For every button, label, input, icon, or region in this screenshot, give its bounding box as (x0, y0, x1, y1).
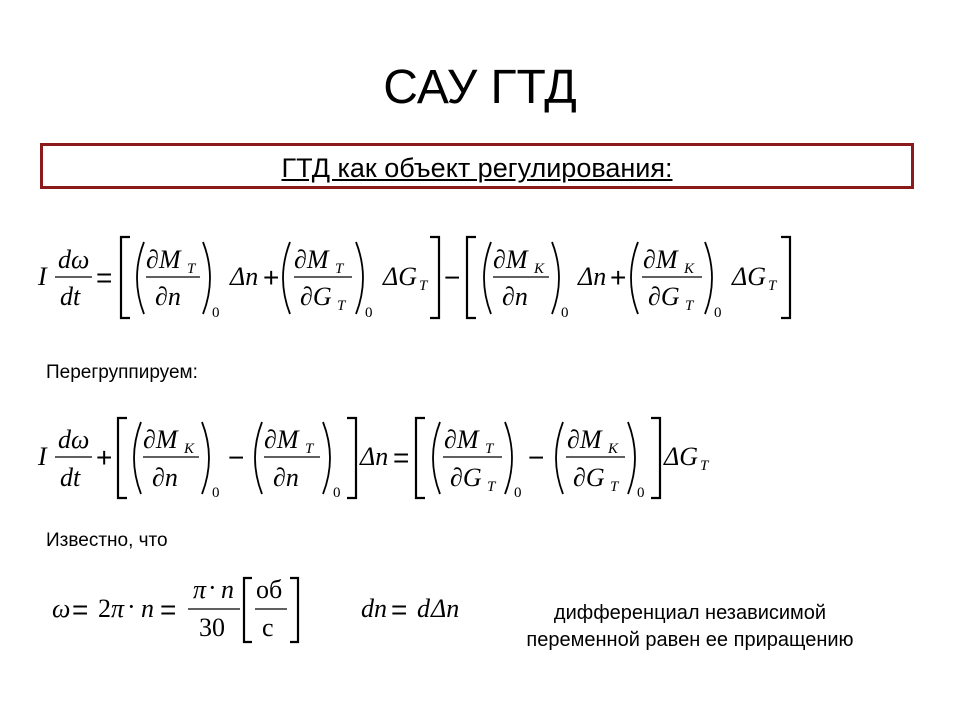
svg-text:∂G: ∂G (450, 463, 482, 492)
equation-2 (37, 418, 710, 501)
svg-text:T: T (700, 458, 709, 474)
svg-text:∂G: ∂G (573, 463, 605, 492)
svg-text:π: π (193, 575, 207, 604)
note-line-1: дифференциал независимой (553, 602, 827, 624)
svg-text:−: − (528, 442, 545, 473)
svg-text:dω: dω (58, 245, 90, 274)
svg-text:K: K (184, 441, 195, 457)
equation-1 (37, 237, 790, 321)
svg-text:=: = (160, 594, 177, 625)
svg-text:T: T (187, 261, 196, 277)
svg-text:0: 0 (333, 485, 341, 501)
svg-text:dn: dn (361, 594, 387, 623)
svg-text:K: K (608, 441, 619, 457)
svg-text:n: n (221, 575, 234, 604)
svg-text:T: T (768, 278, 777, 294)
svg-text:0: 0 (561, 305, 569, 321)
svg-text:T: T (610, 479, 619, 495)
svg-text:∂n: ∂n (152, 463, 178, 492)
svg-text:·: · (127, 592, 136, 621)
slide-subtitle: ГТД как объект регулирования: (281, 153, 673, 183)
svg-text:T: T (305, 441, 314, 457)
svg-text:Δn: Δn (360, 442, 389, 471)
note-line-2: переменной равен ее приращению (526, 629, 854, 651)
svg-text:T: T (487, 479, 496, 495)
svg-text:I: I (38, 442, 47, 471)
svg-text:+: + (96, 442, 113, 473)
svg-text:=: = (96, 262, 113, 293)
svg-text:+: + (610, 262, 627, 293)
svg-text:=: = (393, 442, 410, 473)
svg-text:−: − (444, 262, 461, 293)
svg-text:T: T (485, 441, 494, 457)
svg-text:T: T (685, 298, 694, 314)
svg-text:Δn: Δn (230, 262, 259, 291)
svg-text:K: K (684, 261, 695, 277)
svg-text:Δn: Δn (578, 262, 607, 291)
svg-text:∂M: ∂M (294, 245, 329, 274)
svg-text:∂M: ∂M (567, 425, 602, 454)
svg-text:∂M: ∂M (643, 245, 678, 274)
svg-text:+: + (263, 262, 280, 293)
svg-text:I: I (38, 262, 47, 291)
svg-text:0: 0 (637, 485, 645, 501)
equation-3 (52, 573, 298, 642)
svg-text:d: d (417, 594, 430, 623)
svg-text:∂n: ∂n (155, 282, 181, 311)
svg-text:·: · (208, 573, 217, 602)
svg-text:с: с (262, 613, 274, 642)
svg-text:ΔG: ΔG (383, 262, 418, 291)
slide-title: САУ ГТД (383, 61, 577, 114)
svg-text:dt: dt (60, 282, 81, 311)
svg-text:∂G: ∂G (648, 282, 680, 311)
svg-text:dω: dω (58, 425, 90, 454)
svg-text:0: 0 (212, 485, 220, 501)
svg-text:Δn: Δn (431, 594, 460, 623)
svg-text:=: = (391, 594, 408, 625)
known-label: Известно, что (46, 530, 168, 551)
svg-text:n: n (141, 594, 154, 623)
svg-text:об: об (256, 575, 283, 604)
svg-text:=: = (72, 594, 89, 625)
svg-text:0: 0 (714, 305, 722, 321)
svg-text:∂M: ∂M (444, 425, 479, 454)
svg-text:−: − (228, 442, 245, 473)
svg-text:∂M: ∂M (493, 245, 528, 274)
svg-text:∂n: ∂n (502, 282, 528, 311)
svg-text:∂M: ∂M (146, 245, 181, 274)
equation-4 (361, 594, 459, 625)
svg-text:ΔG: ΔG (664, 442, 699, 471)
svg-text:K: K (534, 261, 545, 277)
svg-text:T: T (335, 261, 344, 277)
svg-text:0: 0 (365, 305, 373, 321)
svg-text:2: 2 (98, 594, 111, 623)
regroup-label: Перегруппируем: (46, 362, 198, 383)
svg-text:30: 30 (199, 613, 225, 642)
svg-text:0: 0 (212, 305, 220, 321)
svg-text:T: T (419, 278, 428, 294)
svg-text:∂M: ∂M (264, 425, 299, 454)
svg-text:π: π (111, 594, 125, 623)
svg-text:∂G: ∂G (300, 282, 332, 311)
svg-text:∂n: ∂n (273, 463, 299, 492)
svg-text:T: T (337, 298, 346, 314)
svg-text:ΔG: ΔG (732, 262, 767, 291)
svg-text:ω: ω (52, 594, 71, 623)
svg-text:∂M: ∂M (143, 425, 178, 454)
svg-text:0: 0 (514, 485, 522, 501)
svg-text:dt: dt (60, 463, 81, 492)
